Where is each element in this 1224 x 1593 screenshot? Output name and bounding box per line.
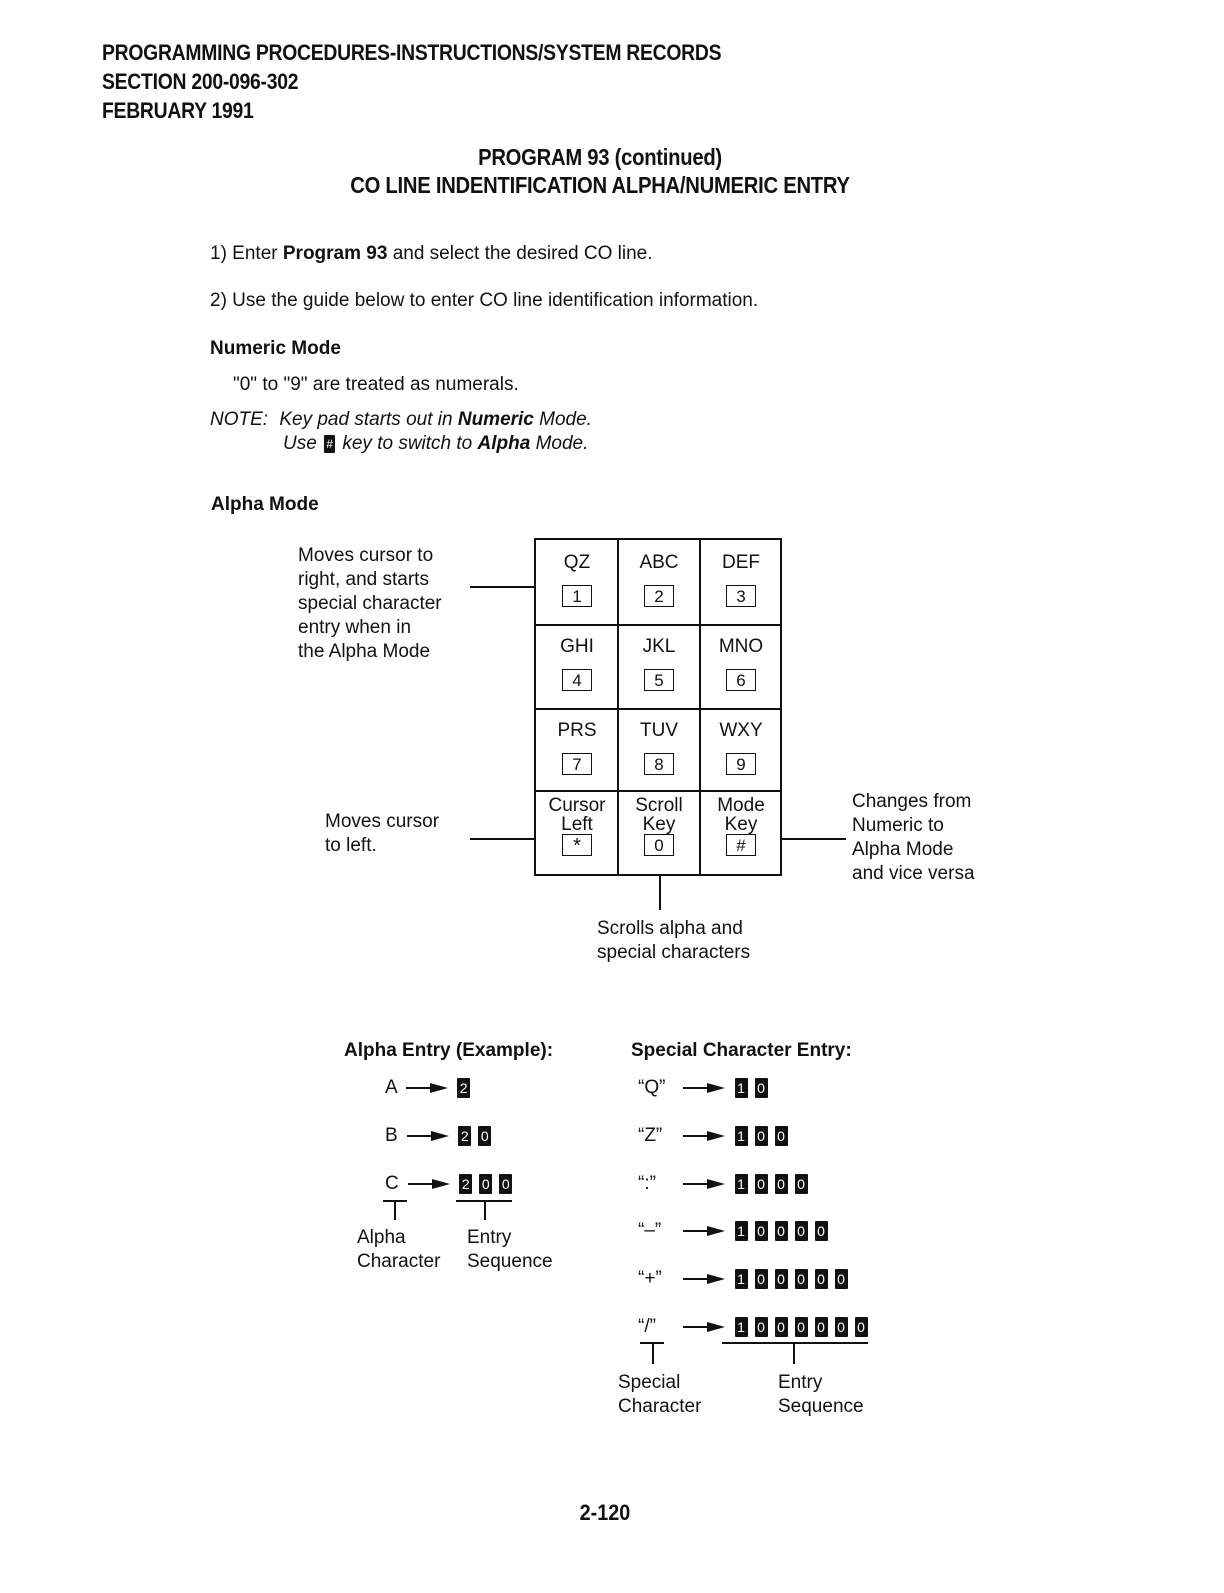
alpha-entry-sequence-label bbox=[467, 1226, 553, 1274]
keypad-cell-4[interactable] bbox=[536, 636, 618, 691]
page-title bbox=[336, 143, 864, 199]
keypad-cell-scroll[interactable] bbox=[618, 796, 700, 856]
arrow-right-icon bbox=[408, 1178, 450, 1190]
keypad-key: 1 bbox=[562, 585, 592, 607]
entry-key: 0 bbox=[478, 1126, 491, 1146]
keypad-key: 5 bbox=[644, 669, 674, 691]
entry-key: 0 bbox=[815, 1221, 828, 1241]
label-line: Sequence bbox=[467, 1251, 553, 1272]
keypad-key: 7 bbox=[562, 753, 592, 775]
keypad-key: 8 bbox=[644, 753, 674, 775]
entry-key: 0 bbox=[755, 1078, 768, 1098]
callout-mode-key-line: Numeric to bbox=[852, 815, 944, 836]
grid-divider bbox=[536, 790, 782, 792]
entry-key: 1 bbox=[735, 1317, 748, 1337]
callout-scroll-key-line: Scrolls alpha and bbox=[597, 918, 743, 939]
entry-key: 0 bbox=[775, 1269, 788, 1289]
keypad-letters: PRS bbox=[557, 720, 597, 741]
keypad-cell-1[interactable] bbox=[536, 552, 618, 607]
label-line: Alpha bbox=[357, 1227, 406, 1248]
callout-mode-key-line: and vice versa bbox=[852, 863, 975, 884]
keypad-cell-7[interactable] bbox=[536, 720, 618, 775]
keypad-key: 0 bbox=[644, 834, 674, 856]
keypad-function-label: Mode bbox=[717, 795, 765, 816]
special-entry-row bbox=[638, 1076, 775, 1100]
keypad-letters: QZ bbox=[563, 552, 591, 573]
leader-line-cursor-left bbox=[470, 838, 534, 840]
entry-key: 0 bbox=[835, 1269, 848, 1289]
keypad-key: 4 bbox=[562, 669, 592, 691]
keypad-key: 9 bbox=[726, 753, 756, 775]
note-label: NOTE: bbox=[210, 409, 269, 430]
keypad-function-label: Left bbox=[561, 814, 593, 835]
note-alpha: Alpha bbox=[477, 433, 531, 454]
entry-key: 0 bbox=[795, 1317, 808, 1337]
entry-key: 0 bbox=[775, 1221, 788, 1241]
keypad-letters: ABC bbox=[639, 552, 679, 573]
callout-mode-key-line: Alpha Mode bbox=[852, 839, 954, 860]
keypad-letters: JKL bbox=[642, 636, 676, 657]
page-number: 2-120 bbox=[579, 1500, 631, 1525]
entry-key: 0 bbox=[815, 1269, 828, 1289]
leader-line-scroll-key bbox=[659, 876, 661, 910]
alpha-entry-row bbox=[385, 1172, 519, 1196]
step-1-program: Program 93 bbox=[282, 243, 388, 264]
entry-key: 2 bbox=[459, 1174, 472, 1194]
label-line: Sequence bbox=[778, 1396, 864, 1417]
callout-cursor-left bbox=[325, 810, 439, 858]
bracket-line bbox=[652, 1342, 654, 1364]
special-entry-row bbox=[638, 1267, 855, 1291]
keypad-key: 6 bbox=[726, 669, 756, 691]
bracket-line bbox=[722, 1342, 868, 1344]
title-line-1: PROGRAM 93 (continued) bbox=[478, 144, 722, 170]
step-2: 2) Use the guide below to enter CO line identification information. bbox=[210, 290, 759, 311]
entry-key: 0 bbox=[755, 1317, 768, 1337]
keypad-cell-5[interactable] bbox=[618, 636, 700, 691]
entry-key: 1 bbox=[735, 1221, 748, 1241]
arrow-right-icon bbox=[683, 1273, 725, 1285]
keypad-letters: WXY bbox=[719, 720, 763, 741]
entry-key: 0 bbox=[795, 1221, 808, 1241]
entry-char: C bbox=[385, 1173, 399, 1194]
entry-key: 0 bbox=[755, 1269, 768, 1289]
entry-key: 0 bbox=[755, 1221, 768, 1241]
entry-key: 2 bbox=[457, 1078, 470, 1098]
entry-char: “/” bbox=[638, 1316, 656, 1337]
note-numeric: Numeric bbox=[457, 409, 534, 430]
arrow-right-icon bbox=[407, 1130, 449, 1142]
label-line: Character bbox=[357, 1251, 441, 1272]
keypad-letters: TUV bbox=[640, 720, 678, 741]
step-1-suffix: and select the desired CO line. bbox=[392, 243, 653, 264]
keypad-cell-9[interactable] bbox=[700, 720, 782, 775]
keypad-grid bbox=[534, 538, 782, 876]
arrow-right-icon bbox=[683, 1178, 725, 1190]
label-line: Entry bbox=[778, 1372, 823, 1393]
arrow-right-icon bbox=[683, 1130, 725, 1142]
arrow-right-icon bbox=[683, 1225, 725, 1237]
entry-char: “:” bbox=[638, 1173, 656, 1194]
numeric-mode-text: "0" to "9" are treated as numerals. bbox=[233, 374, 519, 395]
keypad-letters: MNO bbox=[718, 636, 764, 657]
callout-cursor-right-line: special character bbox=[298, 593, 442, 614]
keypad-function-label: Scroll bbox=[635, 795, 683, 816]
alpha-entry-row bbox=[385, 1076, 477, 1100]
keypad-function-label: Key bbox=[642, 814, 676, 835]
callout-cursor-left-line: to left. bbox=[325, 835, 377, 856]
entry-key: 0 bbox=[855, 1317, 868, 1337]
label-line: Character bbox=[618, 1396, 702, 1417]
special-entry-row bbox=[638, 1315, 875, 1339]
special-entry-sequence-label bbox=[778, 1371, 864, 1419]
grid-divider bbox=[536, 624, 782, 626]
header-line-2: SECTION 200-096-302 bbox=[102, 69, 299, 94]
entry-key: 0 bbox=[775, 1317, 788, 1337]
callout-cursor-right-line: right, and starts bbox=[298, 569, 429, 590]
leader-line-mode-key bbox=[782, 838, 846, 840]
keypad-cell-2[interactable] bbox=[618, 552, 700, 607]
entry-key: 0 bbox=[479, 1174, 492, 1194]
special-entry-row bbox=[638, 1124, 795, 1148]
entry-key: 0 bbox=[499, 1174, 512, 1194]
entry-key: 1 bbox=[735, 1126, 748, 1146]
header-line-3: FEBRUARY 1991 bbox=[102, 98, 254, 123]
note-line-2-prefix: Use bbox=[283, 433, 317, 454]
arrow-right-icon bbox=[683, 1321, 725, 1333]
keypad-cell-8[interactable] bbox=[618, 720, 700, 775]
callout-cursor-right-line: entry when in bbox=[298, 617, 412, 638]
entry-key: 0 bbox=[755, 1126, 768, 1146]
label-line: Entry bbox=[467, 1227, 512, 1248]
note-line-2-middle: key to switch to bbox=[342, 433, 473, 454]
bracket-line bbox=[484, 1200, 486, 1220]
entry-char: “+” bbox=[638, 1268, 662, 1289]
entry-key: 0 bbox=[775, 1126, 788, 1146]
entry-key: 1 bbox=[735, 1078, 748, 1098]
note-line-2-suffix: Mode. bbox=[535, 433, 589, 454]
keypad-cell-3[interactable] bbox=[700, 552, 782, 607]
bracket-line bbox=[394, 1200, 396, 1220]
keypad-cell-mode[interactable] bbox=[700, 796, 782, 856]
callout-cursor-left-line: Moves cursor bbox=[325, 811, 440, 832]
alpha-entry-row bbox=[385, 1124, 498, 1148]
entry-key: 0 bbox=[795, 1174, 808, 1194]
keypad-letters: GHI bbox=[560, 636, 594, 657]
step-1 bbox=[210, 242, 653, 266]
entry-key: 0 bbox=[795, 1269, 808, 1289]
label-line: Special bbox=[618, 1372, 681, 1393]
keypad-key: 3 bbox=[726, 585, 756, 607]
callout-cursor-right bbox=[298, 544, 442, 664]
title-line-2: CO LINE INDENTIFICATION ALPHA/NUMERIC ENTRY bbox=[350, 172, 850, 198]
grid-divider bbox=[536, 708, 782, 710]
keypad-cell-6[interactable] bbox=[700, 636, 782, 691]
keypad-function-label: Cursor bbox=[548, 795, 606, 816]
callout-mode-key bbox=[852, 790, 975, 886]
bracket-line bbox=[793, 1342, 795, 1364]
note-line-1 bbox=[210, 408, 592, 432]
special-character-label bbox=[618, 1371, 701, 1419]
numeric-mode-heading: Numeric Mode bbox=[210, 338, 341, 359]
keypad-key: # bbox=[726, 834, 756, 856]
entry-key: 1 bbox=[735, 1269, 748, 1289]
callout-mode-key-line: Changes from bbox=[852, 791, 972, 812]
entry-char: “Q” bbox=[638, 1077, 666, 1098]
alpha-mode-heading: Alpha Mode bbox=[211, 494, 319, 515]
special-entry-row bbox=[638, 1219, 835, 1243]
note-line-1-prefix: Key pad starts out in bbox=[279, 409, 453, 430]
callout-cursor-right-line: the Alpha Mode bbox=[298, 641, 431, 662]
entry-key: 0 bbox=[815, 1317, 828, 1337]
special-entry-heading: Special Character Entry: bbox=[631, 1040, 852, 1061]
entry-key: 0 bbox=[755, 1174, 768, 1194]
keypad-key: * bbox=[562, 834, 592, 856]
hash-key-icon: # bbox=[324, 435, 335, 453]
callout-scroll-key bbox=[597, 917, 750, 965]
entry-key: 0 bbox=[775, 1174, 788, 1194]
leader-line-cursor-right bbox=[470, 586, 534, 588]
step-1-prefix: 1) Enter bbox=[210, 243, 278, 264]
header-line-1: PROGRAMMING PROCEDURES-INSTRUCTIONS/SYSTEM RECORDS bbox=[102, 40, 722, 65]
keypad-key: 2 bbox=[644, 585, 674, 607]
keypad-function-label: Key bbox=[724, 814, 758, 835]
keypad-cell-cursor-left[interactable] bbox=[536, 796, 618, 857]
entry-key: 0 bbox=[835, 1317, 848, 1337]
alpha-entry-heading: Alpha Entry (Example): bbox=[344, 1040, 554, 1061]
callout-scroll-key-line: special characters bbox=[597, 942, 751, 963]
arrow-right-icon bbox=[683, 1082, 725, 1094]
entry-char: “–” bbox=[638, 1220, 662, 1241]
entry-key: 2 bbox=[458, 1126, 471, 1146]
note-line-1-suffix: Mode. bbox=[539, 409, 592, 430]
entry-key: 1 bbox=[735, 1174, 748, 1194]
keypad-letters: DEF bbox=[722, 552, 760, 573]
entry-char: A bbox=[385, 1077, 397, 1098]
entry-char: “Z” bbox=[638, 1125, 663, 1146]
arrow-right-icon bbox=[406, 1082, 448, 1094]
note-line-2 bbox=[283, 432, 588, 456]
callout-cursor-right-line: Moves cursor to bbox=[298, 545, 434, 566]
document-header bbox=[102, 38, 721, 125]
special-entry-row bbox=[638, 1172, 815, 1196]
entry-char: B bbox=[385, 1125, 398, 1146]
alpha-character-label bbox=[357, 1226, 440, 1274]
